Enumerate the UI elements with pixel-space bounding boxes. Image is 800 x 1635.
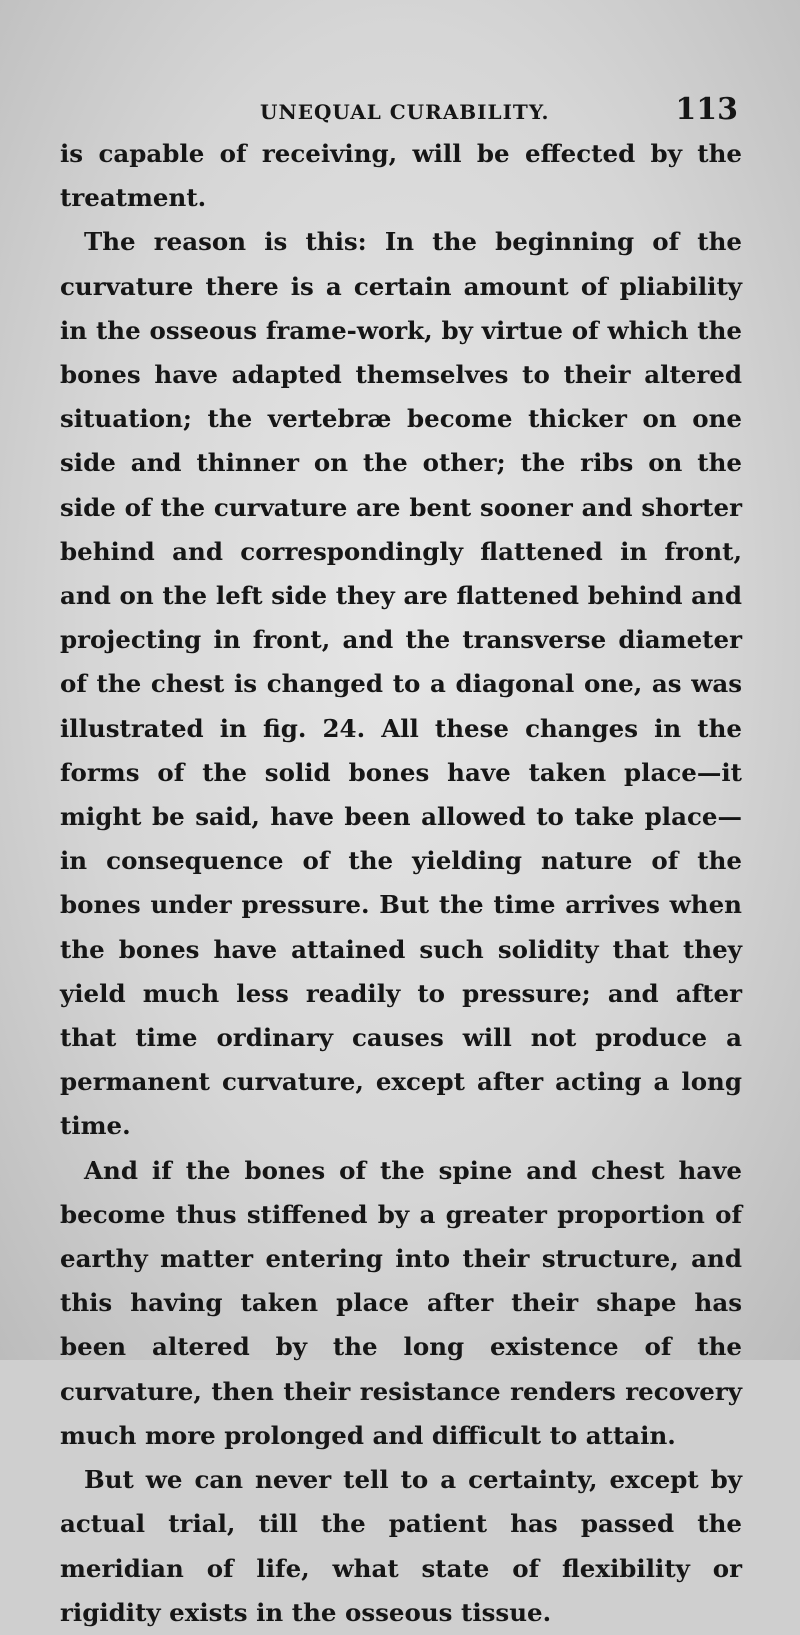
body-text xyxy=(60,132,742,1635)
paragraph-reason: The reason is this: In the beginning of the curvature there is a certain amount of pliability in the osseous frame-work, by virtue of which the bones have adapted themselves to their altered situation; the vertebræ become thicker on one side and thinner on the other; the ribs on the side of the curvature are bent sooner and shorter behind and correspondingly flattened in front, and on the left side they are flattened behind and projecting in front, and the transverse diameter of the chest is changed to a diagonal one, as was illustrated in fig. 24. All these changes in the forms of the solid bones have taken place—it might be said, have been allowed to take place—in consequence of the yielding nature of the bones under pressure. But the time arrives when the bones have attained such solidity that they yield much less readily to pressure; and after that time ordinary causes will not produce a permanent curvature, except after acting a long time. xyxy=(60,227,742,1141)
paragraph-certainty: But we can never tell to a certainty, except by actual trial, till the patient has passed the meridian of life, what state of flexibility or rigidity exists in the osseous tissue. xyxy=(60,1465,742,1627)
running-title: UNEQUAL CURABILITY. xyxy=(260,100,550,124)
paragraph-continuation: is capable of receiving, will be effected by the treatment. xyxy=(60,139,742,213)
running-head xyxy=(60,92,742,132)
page-number: 113 xyxy=(675,92,738,127)
paragraph-stiffened-bones: And if the bones of the spine and chest have become thus stiffened by a greater proportion of earthy matter entering into their structure, and this having taken place after their shape has been altered by the long existence of the curvature, then their resistance renders recovery much more prolonged and difficult to attain. xyxy=(60,1155,742,1450)
